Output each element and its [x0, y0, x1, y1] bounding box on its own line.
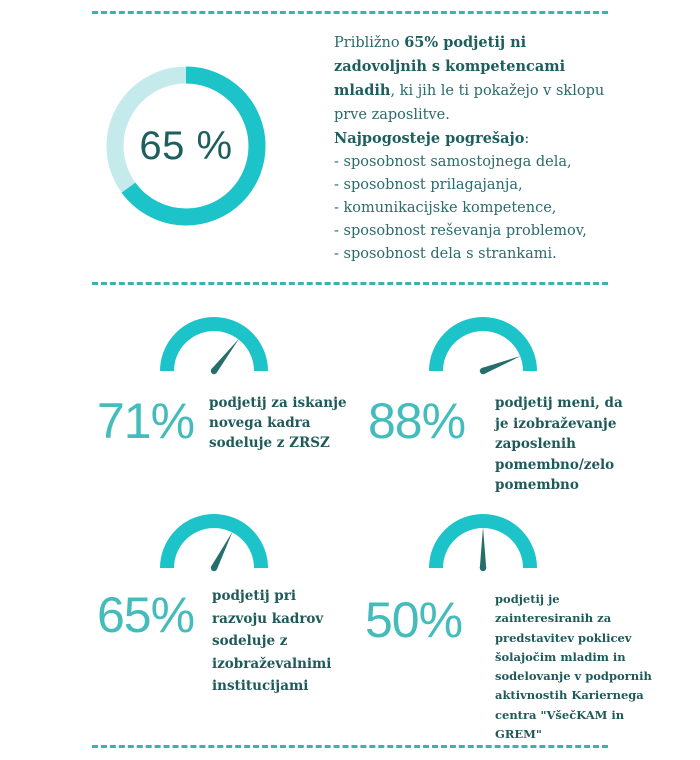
gauge-icon [158, 512, 270, 572]
stat-value: 88% [368, 393, 466, 449]
bottom-divider [92, 745, 608, 748]
skill-item: - sposobnost reševanja problemov, [334, 223, 587, 239]
intro-line: zadovoljnih s kompetencami [334, 58, 566, 75]
stat-description: podjetij pri razvoju kadrov sodeluje z izobraževalnimi institucijami [212, 588, 332, 694]
skill-item: - sposobnost prilagajanja, [334, 177, 523, 193]
gauge-arc [167, 521, 261, 568]
middle-divider [92, 282, 608, 285]
stat-description: podjetij za iskanje novega kadra sodeluje z ZRSZ [209, 395, 347, 451]
gauge-hub [211, 565, 217, 571]
gauge-needle [212, 339, 240, 373]
stat-value: 50% [365, 592, 463, 648]
intro-line: mladih, ki jih le ti pokažejo v sklopu [334, 82, 605, 99]
intro-line: prve zaposlitve. [334, 107, 450, 123]
ring-percent-label: 65 % [139, 123, 233, 168]
stat-description: podjetij meni, da je izobraževanje zaposlenih pomembno/zelo pomembno [495, 395, 623, 493]
stat-value: 71% [97, 393, 195, 449]
gauge-hub [480, 368, 486, 374]
gauge-needle [480, 527, 486, 568]
skill-item: - sposobnost dela s strankami. [334, 246, 557, 262]
intro-text [334, 31, 624, 266]
gauge-hub [480, 565, 486, 571]
intro-line: Približno 65% podjetij ni [334, 34, 527, 51]
stat-description: podjetij je zainteresiranih za predstavitev poklicev šolajočim mladim in sodelovanje v podpornih aktivnostih Kariernega centra "VšečKAM in GREM" [495, 592, 652, 742]
gauge-needle [211, 532, 233, 570]
gauge-icon [427, 315, 539, 375]
gauge-icon [427, 512, 539, 572]
gauge-hub [211, 368, 217, 374]
gauge-arc [167, 324, 261, 371]
top-divider [92, 11, 608, 14]
stat-value: 65% [97, 587, 195, 643]
gauge-arc [436, 324, 530, 371]
skill-item: - komunikacijske kompetence, [334, 200, 557, 216]
gauge-needle [482, 356, 521, 374]
gauge-icon [158, 315, 270, 375]
intro-line: Najpogosteje pogrešajo: [334, 130, 530, 147]
skill-item: - sposobnost samostojnega dela, [334, 154, 572, 170]
